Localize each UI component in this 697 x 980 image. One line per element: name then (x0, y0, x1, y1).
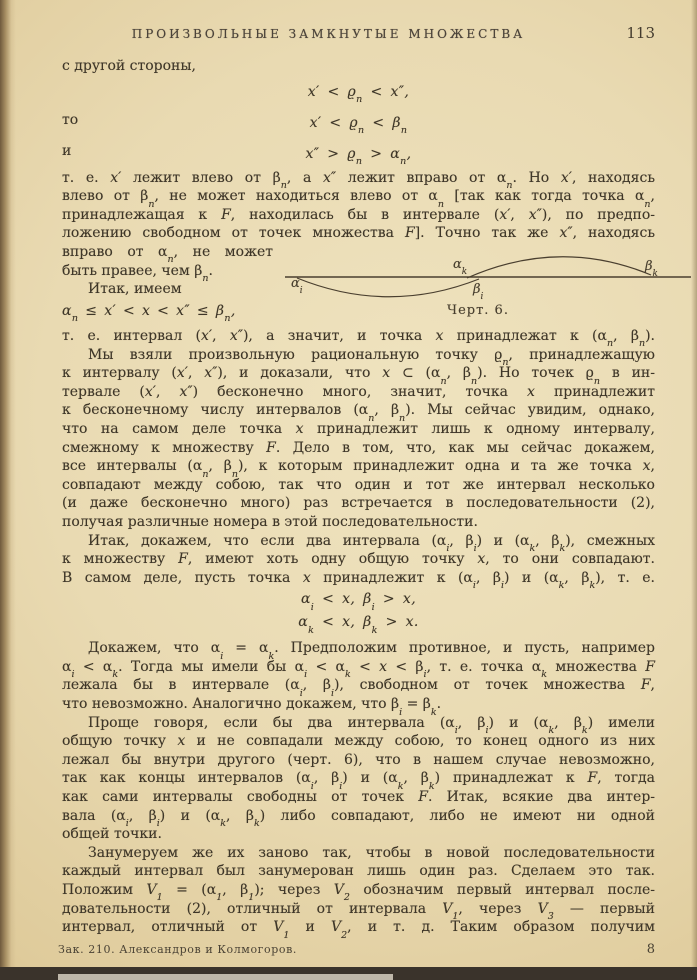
figure-label-alpha-i: $\alpha_i$ (291, 275, 303, 297)
formula-label: и (62, 142, 72, 159)
chapter-title: ПРОИЗВОЛЬНЫЕ ЗАМКНУТЫЕ МНОЖЕСТВА (131, 27, 526, 41)
display-formula: $\alpha_k < x$, $\beta_k > x$. (298, 614, 419, 636)
text-line: так как концы интервалов ($\alpha_i$, $\beta_i$) и ($\alpha_k$, $\beta_k$) принадлежат к F, тогда (62, 770, 655, 792)
text-line: общей точки. (62, 826, 162, 843)
text-line: В самом деле, пусть точка x принадлежит к ($\alpha_i$, $\beta_i$) и ($\alpha_k$, $\beta_k$), т. е. (62, 569, 655, 592)
page-number: 113 (626, 24, 655, 42)
text-line: получая различные номера в этой последовательности. (62, 513, 478, 530)
running-header (62, 24, 655, 42)
text-line: что на самом деле точка x принадлежит лишь к одному интервалу, (62, 420, 655, 437)
text-line: Мы взяли произвольную рациональную точку $ϱ_n$, принадлежащую (88, 346, 655, 369)
display-formula: $\alpha_i < x$, $\beta_i > x$, (300, 591, 417, 613)
page-footer (58, 942, 655, 957)
display-formula: $x'' > ϱ_n > \alpha_n$, (305, 145, 412, 168)
text-line: вала ($\alpha_i$, $\beta_i$) и ($\alpha_k$, $\beta_k$) либо совпадают, либо не имеют ни одной (62, 807, 655, 830)
figure-label-alpha-k: $\alpha_k$ (453, 256, 468, 278)
display-formula: $\alpha_n \le x' < x < x'' \le \beta_n$, (62, 302, 236, 325)
page-bottom-edge (0, 967, 697, 980)
text-line: общую точку x и не совпадали между собою, то конец одного из них (62, 733, 655, 750)
formula-label: то (62, 111, 79, 128)
figure-drawing (283, 245, 695, 327)
page-body (62, 57, 658, 941)
display-formula-row (62, 107, 655, 138)
page-right-edge (691, 0, 697, 980)
imprint-note: Зак. 210. Александров и Колмогоров. (58, 943, 298, 956)
figure-caption: Черт. 6. (447, 302, 509, 318)
interval-arc-upper (467, 257, 651, 278)
text-line: (и даже бесконечно много) раз встречается в последовательности (2), (62, 495, 655, 512)
text-line: к бесконечному числу интервалов ($\alpha_n$, $\beta_n$). Мы сейчас увидим, однако, (62, 402, 656, 424)
text-line: к интервалу (x′, x″), и доказали, что x ⊂ ($\alpha_n$, $\beta_n$). Но точек $ϱ_n$ в ин- (62, 365, 655, 387)
text-line: Докажем, что $\alpha_i = \alpha_k$. Предположим противное, и пусть, например (88, 640, 655, 662)
figure-chart-6 (283, 245, 658, 325)
text-line: Итак, имеем (88, 281, 182, 298)
text-line: лежала бы в интервале ($\alpha_i$, $\beta_i$), свободном от точек множества F, (62, 677, 655, 699)
display-formula-row (62, 76, 655, 107)
text-line: вправо от $\alpha_n$, не может (62, 243, 273, 266)
display-formula-row (62, 138, 655, 169)
interval-arc-lower (297, 278, 479, 297)
text-line: совпадают между собою, так что один и тот же интервал несколько (62, 476, 655, 493)
text-line: с другой стороны, (62, 58, 196, 74)
text-line: принадлежащая к F, находилась бы в интервале (x′, x″), по предпо- (62, 206, 655, 223)
text-line: Положим $V_1 = (\alpha_1$, $\beta_1$); через $V_2$ обозначим первый интервал после- (62, 882, 655, 904)
text-line: т. е. x′ лежит влево от $\beta_n$, а x″ лежит вправо от $\alpha_n$. Но x′, находясь (62, 169, 655, 192)
figure-label-beta-k: $\beta_k$ (645, 258, 658, 280)
text-line: т. е. интервал (x′, x″), а значит, и точка x принадлежат к ($\alpha_n$, $\beta_n$). (62, 327, 656, 350)
text-line: смежному к множеству F. Дело в том, что, как мы сейчас докажем, (62, 439, 655, 456)
text-line: влево от $\beta_n$, не может находиться влево от $\alpha_n$ [так как тогда точка $\alpha_n$, (62, 188, 655, 210)
text-line: что невозможно. Аналогично докажем, что $\beta_i = \beta_k$. (62, 696, 442, 718)
text-line: $\alpha_i < \alpha_k$. Тогда мы имели бы $\alpha_i < \alpha_k < x < \beta_i$, т. е. точка $\alpha_k$ множества F (62, 658, 656, 681)
text-line: каждый интервал был занумерован лишь один раз. Сделаем это так. (62, 863, 655, 880)
text-line: к множеству F, имеют хоть одну общую точку x, то они совпадают. (62, 551, 655, 568)
text-line: ложению свободном от точек множества F]. Точно так же x″, находясь (62, 225, 655, 242)
text-line: как сами интервалы свободны от точек F. Итак, всякие два интер- (62, 789, 656, 806)
text-line: Занумеруем же их заново так, чтобы в новой последовательности (88, 844, 655, 861)
display-formula-block (62, 590, 655, 636)
text-line: лежал бы внутри другого (черт. 6), что в нашем случае невозможно, (62, 751, 655, 768)
text-line: все интервалы ($\alpha_n$, $\beta_n$), к которым принадлежит одна и та же точка x, (62, 458, 655, 480)
text-line: Итак, докажем, что если два интервала ($\alpha_i$, $\beta_i$) и ($\alpha_k$, $\beta_k$), смежных (88, 532, 655, 554)
text-line: довательности (2), отличный от интервала $V_1$, через $V_3$ — первый (62, 900, 655, 923)
signature-number: 8 (646, 942, 655, 957)
display-formula: $x' < ϱ_n < x''$, (307, 83, 410, 106)
display-formula: $x' < ϱ_n < \beta_n$ (309, 114, 408, 137)
text-line: интервал, отличный от $V_1$ и $V_2$, и т. д. Таким образом получим (62, 919, 656, 941)
text-line: Проще говоря, если бы два интервала ($\alpha_i$, $\beta_i$) и ($\alpha_k$, $\beta_k$) имели (88, 714, 656, 737)
page-gutter-edge (0, 0, 16, 980)
text-line: быть правее, чем $\beta_n$. (62, 262, 213, 285)
figure-label-beta-i: $\beta_i$ (473, 281, 484, 303)
text-line: тервале (x′, x″) бесконечно много, значит, точка x принадлежит (62, 383, 655, 400)
